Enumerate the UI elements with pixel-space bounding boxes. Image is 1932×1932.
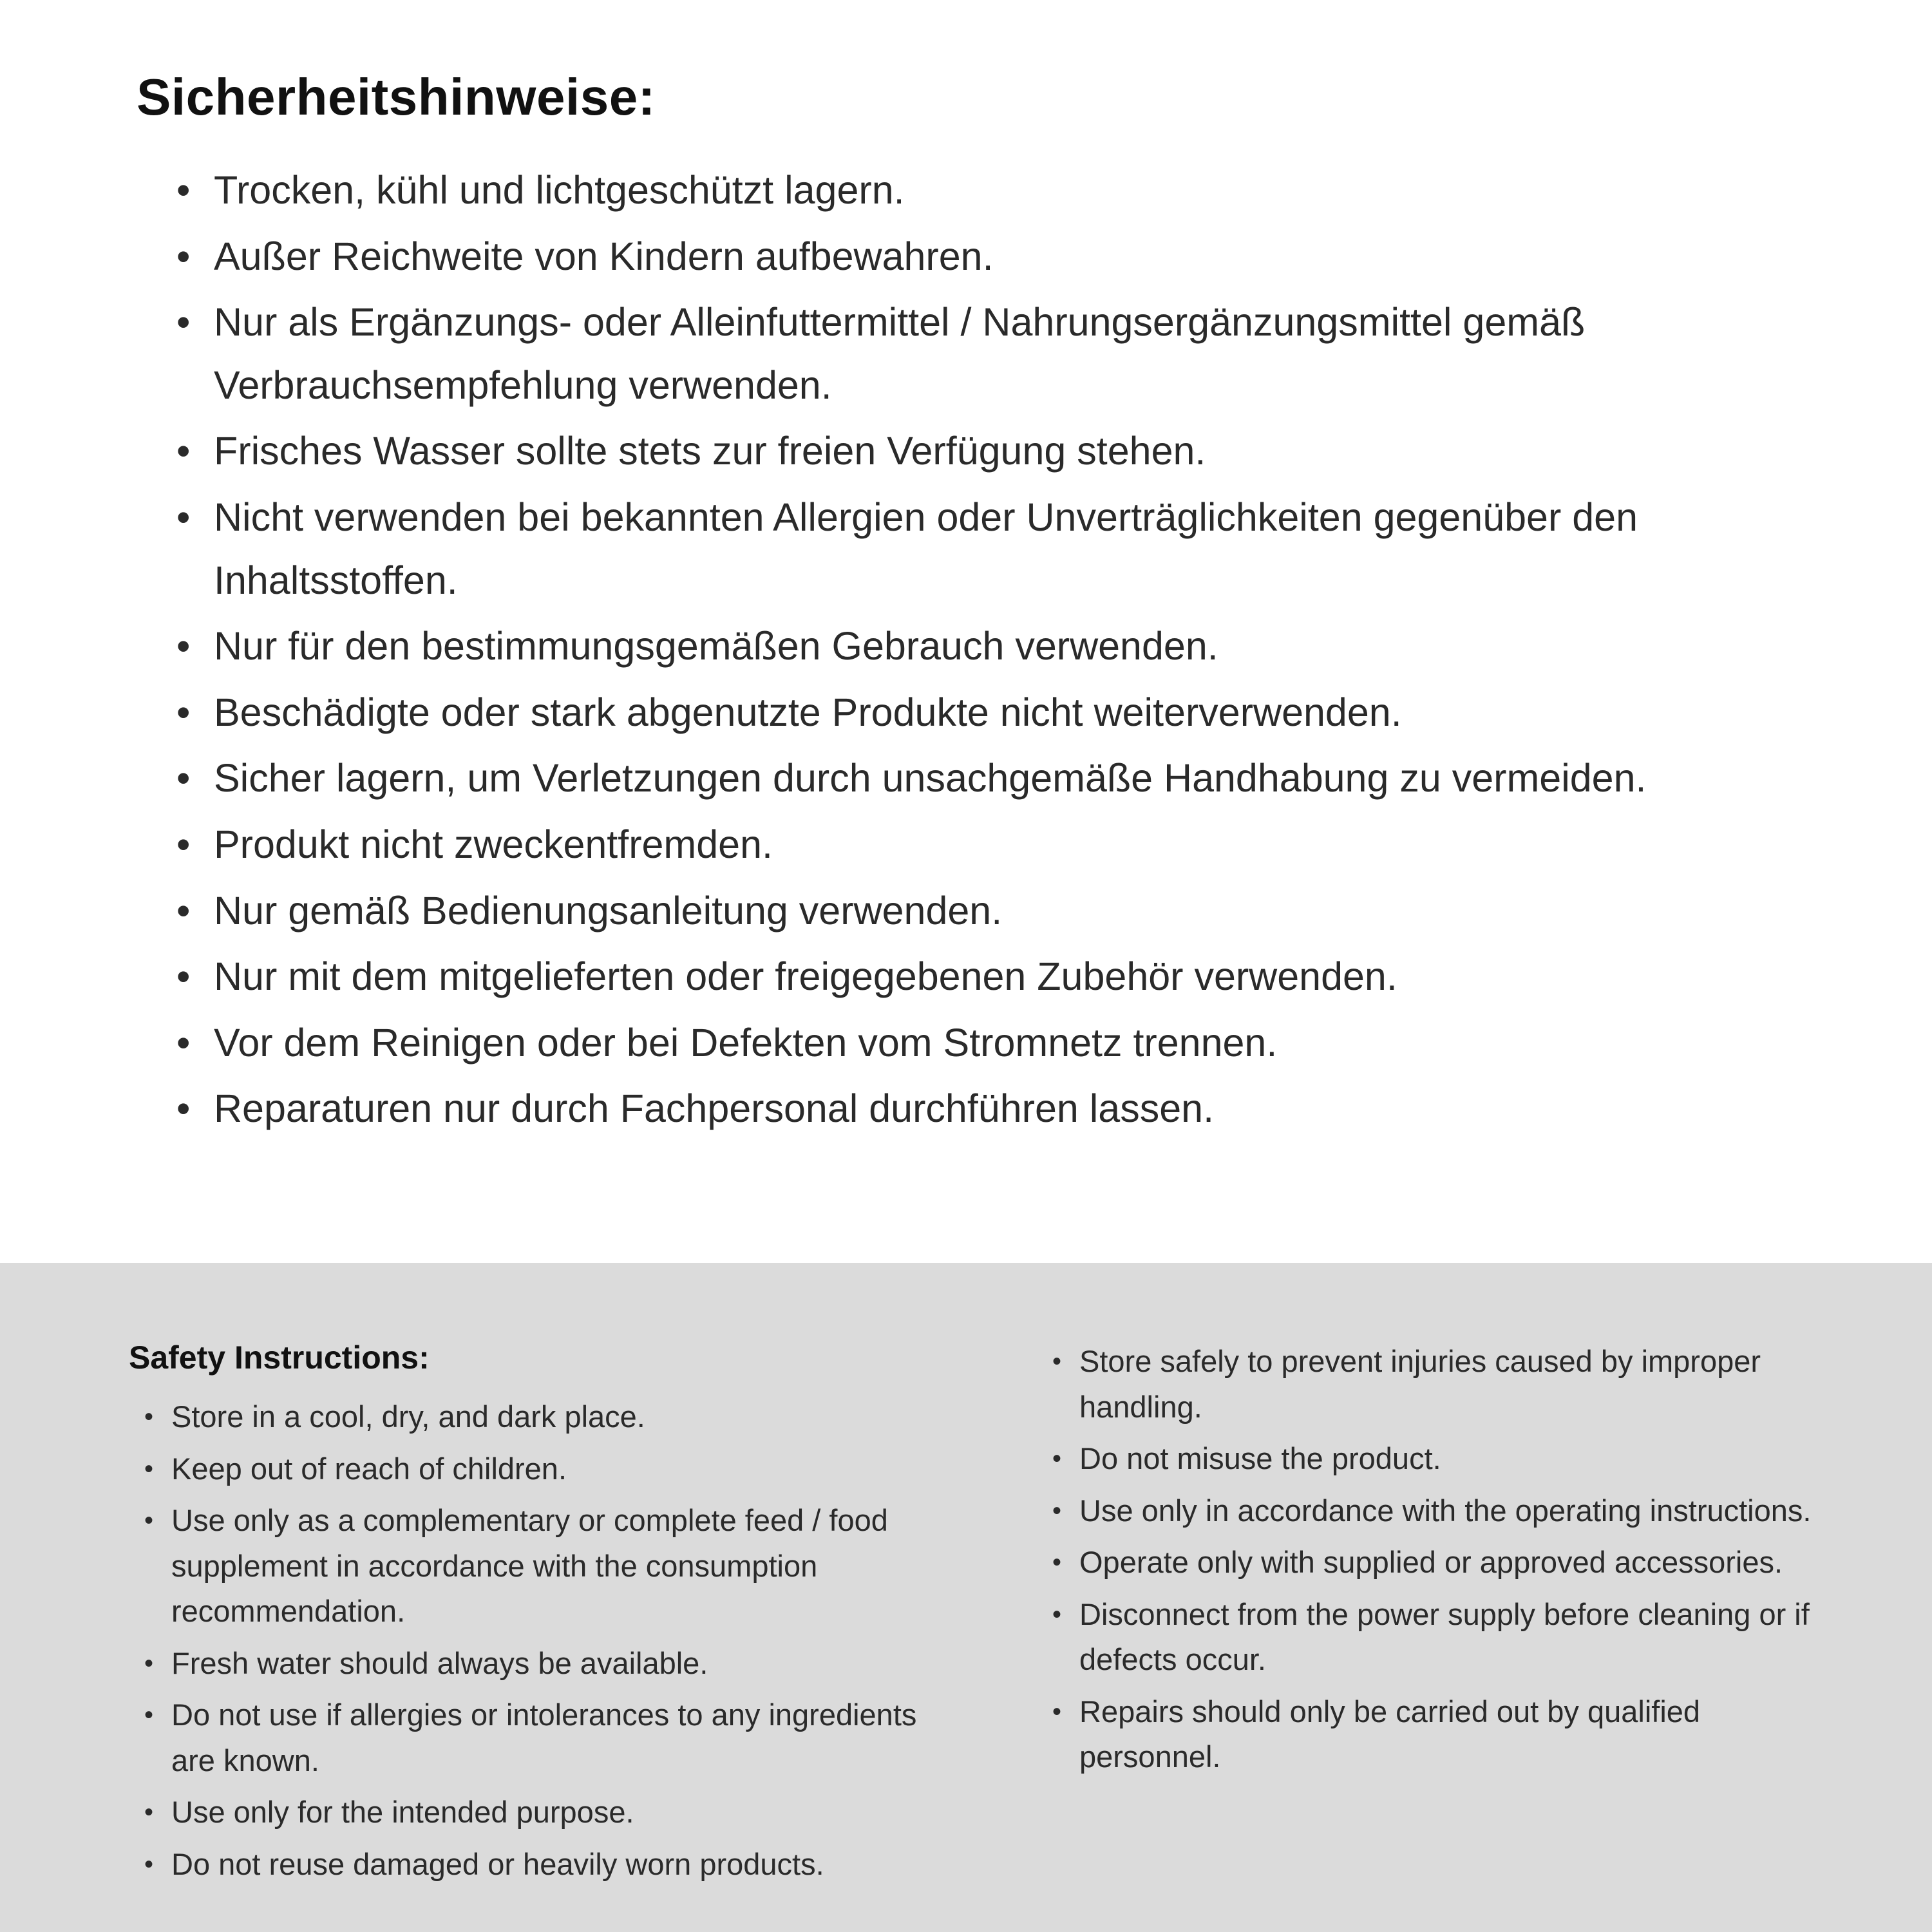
list-item: • Keep out of reach of children. <box>144 1446 934 1492</box>
list-item: • Trocken, kühl und lichtgeschützt lagern. <box>176 159 1829 222</box>
list-item: • Use only for the intended purpose. <box>144 1790 934 1835</box>
list-item: • Use only as a complementary or complete feed / food supplement in accordance with the consumption recommendation. <box>144 1498 934 1634</box>
list-item: • Store safely to prevent injuries caused by improper handling. <box>1052 1339 1842 1430</box>
list-item: • Fresh water should always be available. <box>144 1641 934 1687</box>
list-item: • Nur gemäß Bedienungsanleitung verwenden. <box>176 880 1829 943</box>
list-item: • Do not reuse damaged or heavily worn products. <box>144 1842 934 1888</box>
english-column-left <box>129 1339 934 1893</box>
english-safety-list-left <box>144 1394 934 1887</box>
german-safety-title: Sicherheitshinweise: <box>137 68 656 126</box>
list-item: • Use only in accordance with the operating instructions. <box>1052 1488 1842 1534</box>
english-columns <box>129 1339 1842 1893</box>
list-item: • Nicht verwenden bei bekannten Allergien oder Unverträglichkeiten gegenüber den Inhaltsstoffen. <box>176 486 1829 612</box>
list-item: • Beschädigte oder stark abgenutzte Produkte nicht weiterverwenden. <box>176 681 1829 744</box>
list-item: • Frisches Wasser sollte stets zur freien Verfügung stehen. <box>176 420 1829 483</box>
list-item: • Sicher lagern, um Verletzungen durch unsachgemäße Handhabung zu vermeiden. <box>176 747 1829 810</box>
english-safety-list-right <box>1052 1339 1842 1780</box>
english-safety-title: Safety Instructions: <box>129 1340 430 1376</box>
list-item: • Produkt nicht zweckentfremden. <box>176 813 1829 876</box>
list-item: • Repairs should only be carried out by qualified personnel. <box>1052 1689 1842 1780</box>
list-item: • Nur für den bestimmungsgemäßen Gebrauch verwenden. <box>176 615 1829 678</box>
list-item: • Operate only with supplied or approved accessories. <box>1052 1540 1842 1586</box>
list-item: • Nur als Ergänzungs- oder Alleinfuttermittel / Nahrungsergänzungsmittel gemäß Verbrauchsempfehlung verwenden. <box>176 291 1829 417</box>
list-item: • Do not misuse the product. <box>1052 1436 1842 1482</box>
list-item: • Store in a cool, dry, and dark place. <box>144 1394 934 1440</box>
english-safety-section <box>0 1263 1932 1932</box>
list-item: • Reparaturen nur durch Fachpersonal durchführen lassen. <box>176 1077 1829 1141</box>
list-item: • Außer Reichweite von Kindern aufbewahren. <box>176 225 1829 289</box>
list-item: • Vor dem Reinigen oder bei Defekten vom Stromnetz trennen. <box>176 1012 1829 1075</box>
list-item: • Disconnect from the power supply before cleaning or if defects occur. <box>1052 1592 1842 1683</box>
list-item: • Nur mit dem mitgelieferten oder freigegebenen Zubehör verwenden. <box>176 945 1829 1009</box>
list-item: • Do not use if allergies or intolerances to any ingredients are known. <box>144 1692 934 1783</box>
german-safety-list <box>176 159 1829 1141</box>
english-column-right <box>1037 1339 1842 1786</box>
